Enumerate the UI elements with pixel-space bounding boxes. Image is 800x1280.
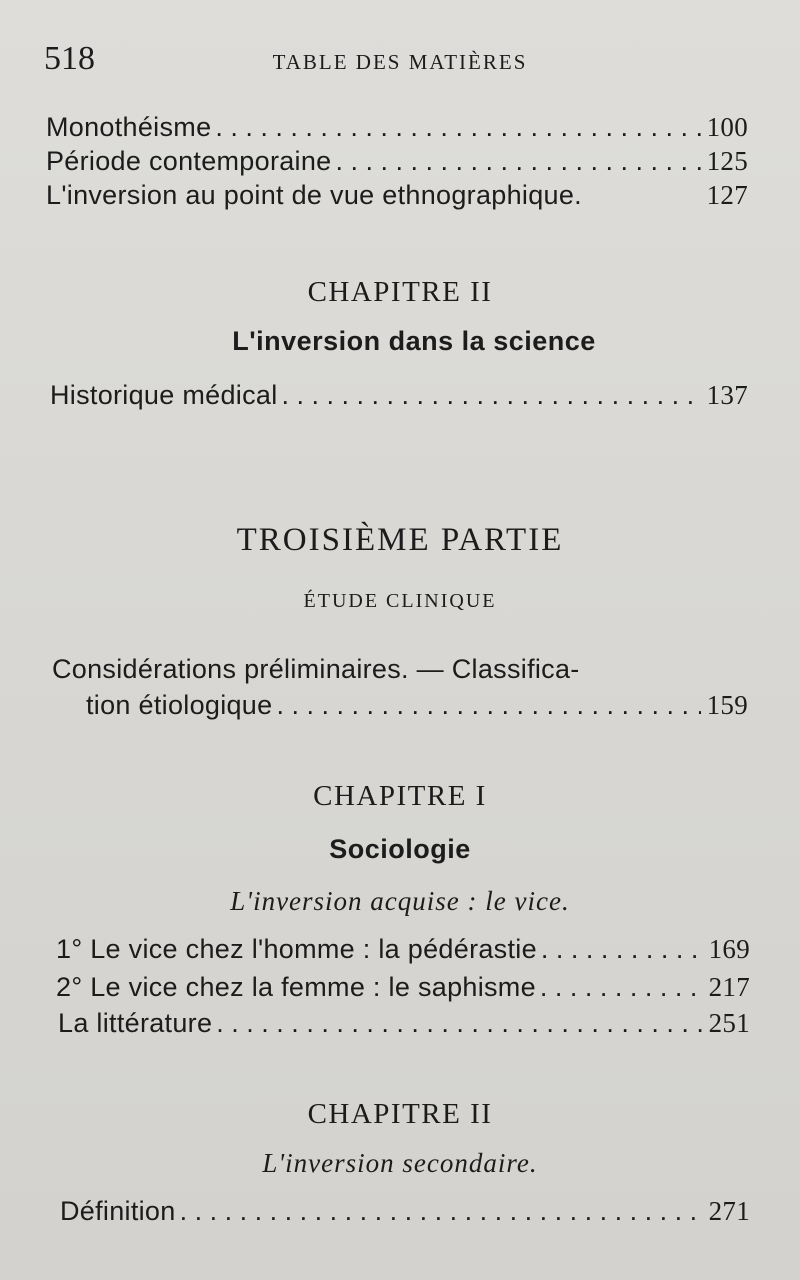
toc-entry-page: 100 [706, 112, 748, 142]
leader-dots [180, 1196, 703, 1227]
chapter-heading: CHAPITRE II [307, 1098, 493, 1130]
leader-dots [540, 972, 703, 1003]
leader-dots [541, 934, 703, 965]
leader-dots [215, 112, 700, 143]
toc-entry[interactable] [46, 112, 748, 143]
section-title: L'inversion acquise : le vice. [230, 886, 570, 916]
running-title: TABLE DES MATIÈRES [272, 50, 528, 74]
toc-entry-page: 217 [708, 972, 750, 1002]
leader-dots [276, 690, 700, 721]
toc-entry-page: 169 [708, 934, 750, 964]
toc-entry-title: 1° Le vice chez l'homme : la pédérastie [56, 934, 537, 964]
toc-entry-page: 127 [706, 180, 748, 210]
toc-entry[interactable] [86, 690, 748, 721]
toc-entry[interactable] [56, 934, 750, 965]
toc-entry-page: 137 [706, 380, 748, 410]
chapter-subtitle: Sociologie [329, 834, 471, 864]
chapter-heading: CHAPITRE II [307, 276, 493, 308]
toc-entry-title: La littérature [58, 1008, 213, 1038]
leader-dots [335, 146, 700, 177]
toc-entry[interactable] [46, 180, 748, 211]
toc-entry[interactable] [46, 146, 748, 177]
toc-entry-page: 271 [708, 1196, 750, 1226]
toc-entry-title: Historique médical [50, 380, 278, 410]
chapter-heading: CHAPITRE I [313, 780, 487, 812]
section-title: L'inversion secondaire. [262, 1148, 538, 1178]
chapter-subtitle: L'inversion dans la science [232, 326, 596, 356]
part-subtitle: ÉTUDE CLINIQUE [303, 590, 497, 612]
toc-entry[interactable] [56, 972, 750, 1003]
toc-entry-page: 125 [706, 146, 748, 176]
leader-dots [216, 1008, 702, 1039]
toc-entry-title-line1[interactable]: Considérations préliminaires. — Classifica- [52, 654, 580, 684]
toc-entry-title: Définition [60, 1196, 176, 1226]
toc-entry-title: Monothéisme [46, 112, 212, 142]
toc-entry-title: L'inversion au point de vue ethnographique. [46, 180, 582, 210]
toc-entry-title-line2: tion étiologique [86, 690, 273, 720]
toc-entry-title: 2° Le vice chez la femme : le saphisme [56, 972, 536, 1002]
toc-entry-title: Période contemporaine [46, 146, 332, 176]
toc-entry[interactable] [58, 1008, 750, 1039]
toc-entry[interactable] [60, 1196, 750, 1227]
part-heading: TROISIÈME PARTIE [236, 522, 564, 558]
leader-dots [282, 380, 701, 411]
toc-entry[interactable] [50, 380, 748, 411]
page-number: 518 [44, 40, 95, 77]
toc-entry-page: 159 [706, 690, 748, 720]
toc-entry-page: 251 [708, 1008, 750, 1038]
